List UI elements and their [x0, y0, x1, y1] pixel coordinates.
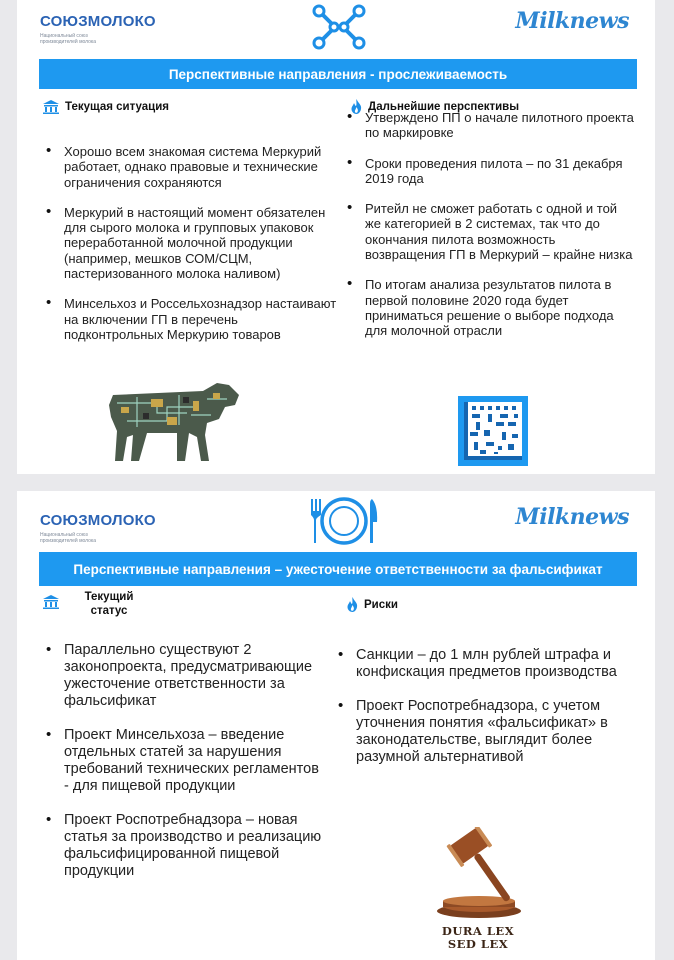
- heading-label: Риски: [364, 598, 398, 611]
- list-item: • Проект Роспотребнадзора – новая статья за производство и реализацию фальсифицированной пищевой продукции: [43, 812, 323, 880]
- network-logo-icon: [311, 4, 367, 50]
- slide-traceability: [17, 0, 655, 474]
- milknews-logo: Milknews: [515, 8, 629, 34]
- list-item: • Проект Минсельхоза – введение отдельных статей за нарушения требований технических регламентов - для пищевой продукции: [43, 727, 323, 795]
- soyuzmoloko-logo: [40, 512, 156, 544]
- gavel-image: [424, 827, 528, 921]
- list-item: • Параллельно существуют 2 законопроекта, предусматривающие ужесточение ответственности за фальсификат: [43, 642, 323, 710]
- brand-name: СОЮЗМОЛОКО: [40, 512, 156, 529]
- heading-label: Дальнейшие перспективы: [368, 100, 520, 113]
- risks-heading: [347, 597, 398, 612]
- list-item: • Минсельхоз и Россельхознадзор настаивают на включении ГП в перечень подконтрольных Меркурию товаров: [43, 296, 339, 342]
- bank-icon: [43, 100, 59, 114]
- slide-title-banner: Перспективные направления – ужесточение ответственности за фальсификат: [39, 552, 637, 586]
- datamatrix-code: [458, 396, 528, 466]
- list-item: • Санкции – до 1 млн рублей штрафа и конфискация предметов производства: [335, 647, 625, 681]
- further-prospects-list: [344, 110, 634, 354]
- list-item: • Утверждено ПП о начале пилотного проекта по маркировке: [344, 110, 634, 141]
- gavel-caption: DURA LEX SED LEX: [441, 924, 515, 951]
- current-status-list: [43, 642, 323, 897]
- list-item: • Проект Роспотребнадзора, с учетом уточнения понятия «фальсификат» в законодательстве, выглядит более разумной альтернативой: [335, 698, 625, 766]
- milknews-logo: Milknews: [515, 504, 629, 530]
- current-situation-list: [43, 144, 339, 357]
- brand-name: СОЮЗМОЛОКО: [40, 13, 156, 30]
- flame-icon: [347, 597, 358, 612]
- list-item: • Меркурий в настоящий момент обязателен для сырого молока и групповых упаковок переработанной молочной продукции (например, мешков СОМ/СЦМ, пастеризованного молока наливом): [43, 205, 339, 281]
- brand-subtitle: Национальный союз производителей молока: [40, 33, 97, 45]
- list-item: • По итогам анализа результатов пилота в первой половине 2020 года будет приниматься решение о выборе подхода для молочной отрасли: [344, 277, 634, 338]
- slide-title-banner: Перспективные направления - прослеживаемость: [39, 59, 637, 89]
- soyuzmoloko-logo: [40, 13, 156, 45]
- list-item: • Сроки проведения пилота – по 31 декабря 2019 года: [344, 156, 634, 187]
- risks-list: [335, 647, 625, 783]
- current-status-heading: Текущий статус: [84, 591, 134, 617]
- brand-subtitle: Национальный союз производителей молока: [40, 532, 97, 544]
- list-item: • Ритейл не сможет работать с одной и той же категорией в 2 системах, так что до окончания пилота возможность возвращения ГП в Меркурий – крайне низка: [344, 201, 634, 262]
- heading-label: Текущая ситуация: [65, 101, 170, 113]
- slide-falsification: [17, 491, 655, 960]
- current-situation-heading: [43, 100, 169, 114]
- list-item: • Хорошо всем знакомая система Меркурий работает, однако правовые и технические ограничения сохраняются: [43, 144, 339, 190]
- cow-circuit-image: [107, 373, 241, 465]
- bank-icon: [43, 595, 59, 609]
- plate-cutlery-icon: [306, 496, 382, 546]
